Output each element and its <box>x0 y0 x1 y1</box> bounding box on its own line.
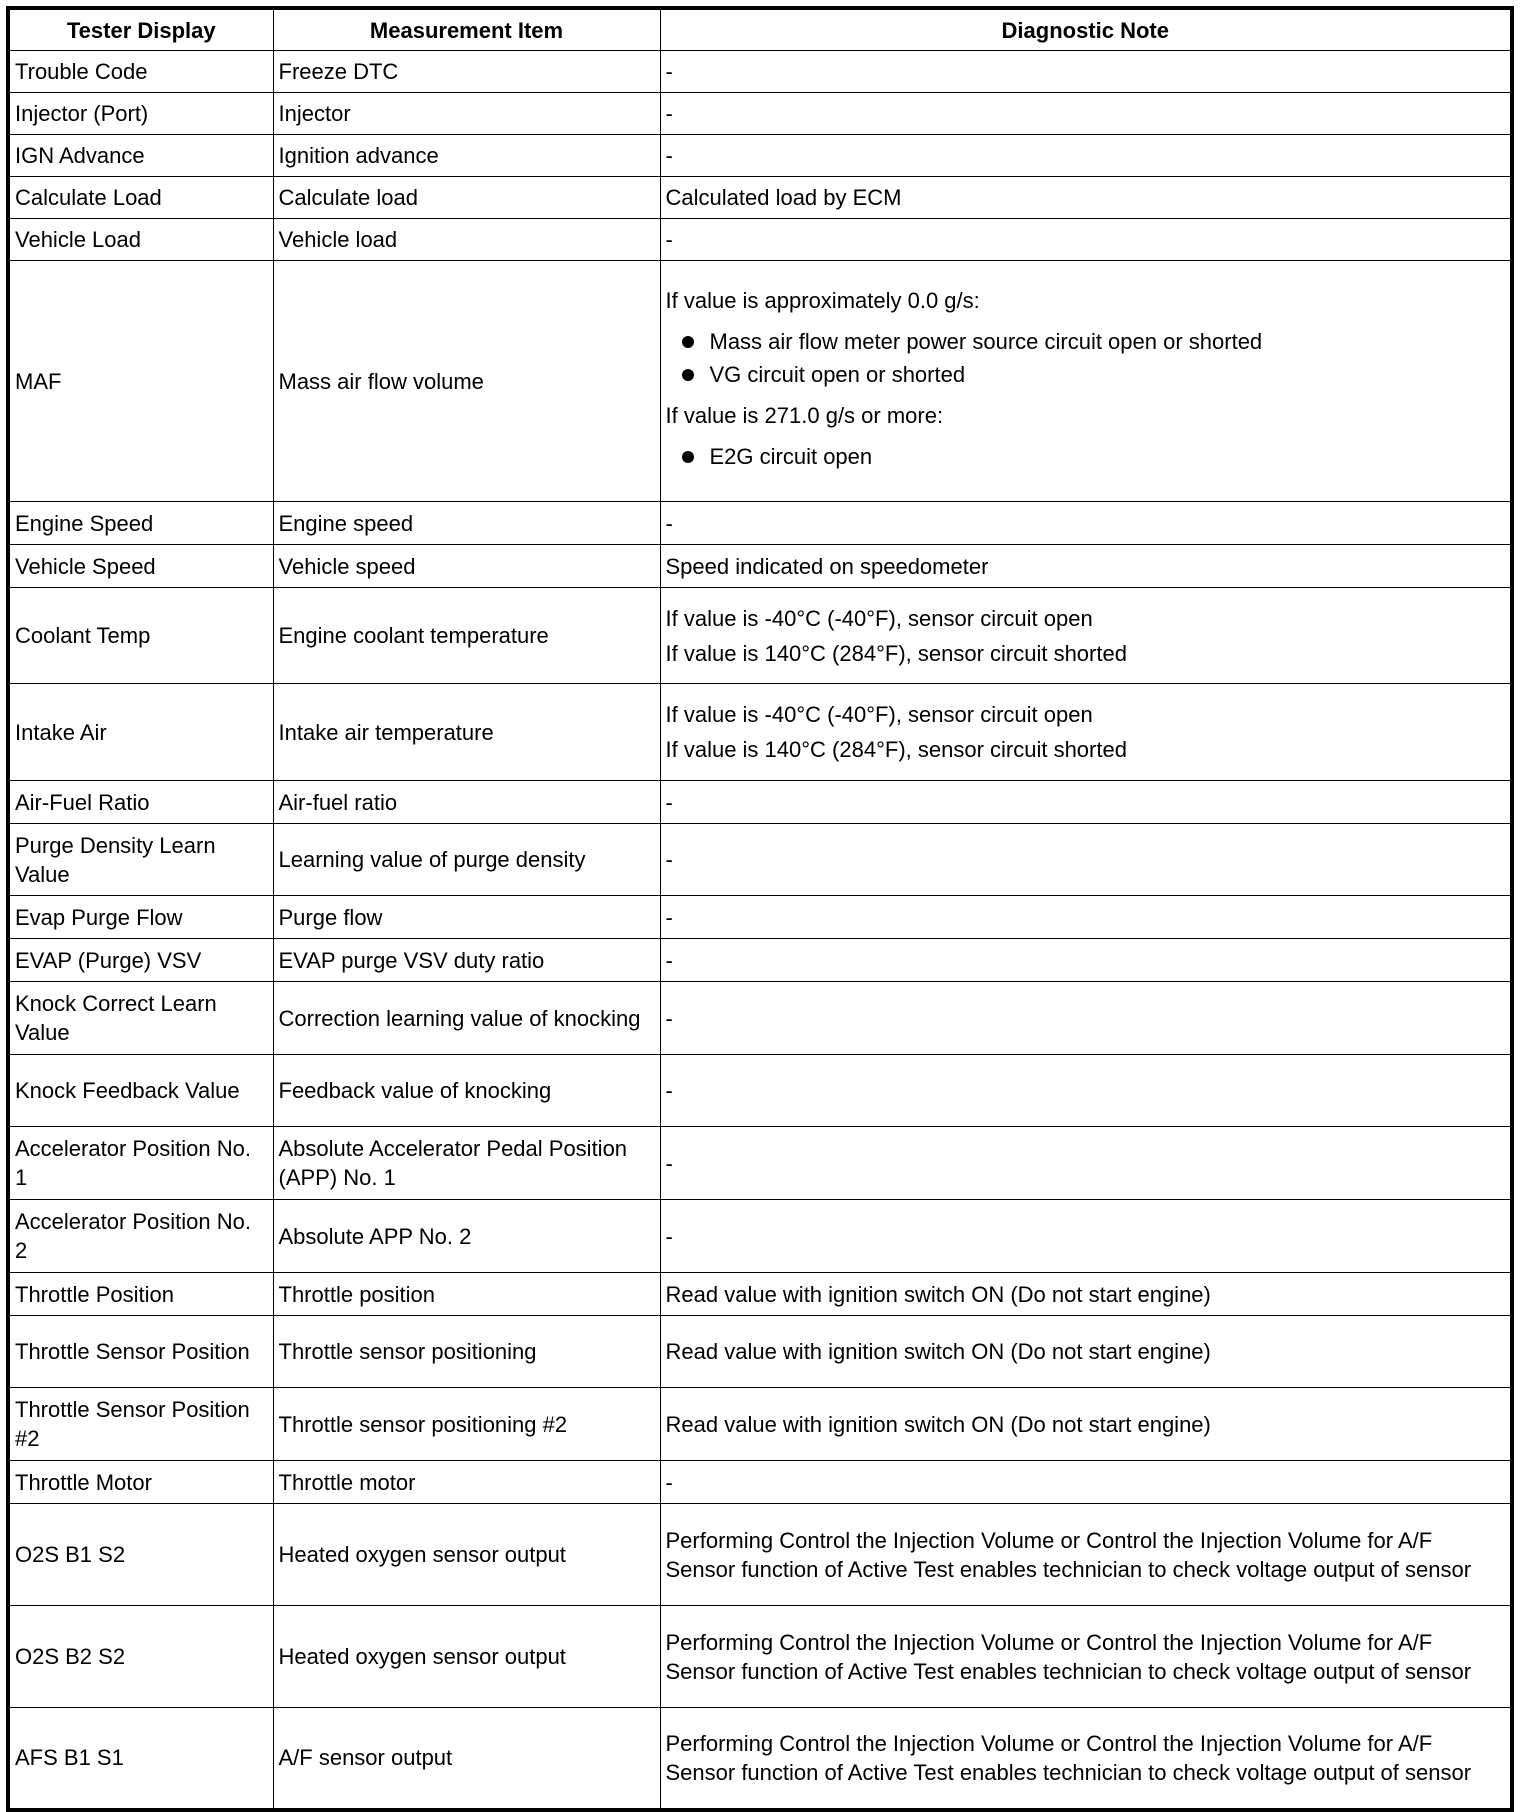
tester-display-cell: MAF <box>8 261 273 502</box>
note-bullet-item: E2G circuit open <box>710 440 1506 473</box>
table-row <box>8 1504 1512 1606</box>
diagnostic-note-cell <box>660 261 1512 502</box>
measurement-item-cell: Calculate load <box>273 177 660 219</box>
note-bullet-item: VG circuit open or shorted <box>710 358 1506 391</box>
measurement-item-cell: Heated oxygen sensor output <box>273 1606 660 1708</box>
table-row <box>8 51 1512 93</box>
diagnostic-note-cell <box>660 219 1512 261</box>
table-row <box>8 219 1512 261</box>
table-row <box>8 824 1512 896</box>
measurement-item-cell: Feedback value of knocking <box>273 1055 660 1127</box>
diagnostic-note-cell <box>660 982 1512 1055</box>
note-paragraph: Calculated load by ECM <box>665 185 902 210</box>
diagnostic-note-cell <box>660 896 1512 939</box>
table-row <box>8 1388 1512 1461</box>
measurement-item-cell: Throttle motor <box>273 1461 660 1504</box>
diagnostic-note-cell <box>660 588 1512 684</box>
note-paragraph: - <box>665 947 673 973</box>
note-bullet-item: Mass air flow meter power source circuit open or shorted <box>710 325 1506 358</box>
diagnostic-note-cell <box>660 545 1512 588</box>
measurement-item-cell: EVAP purge VSV duty ratio <box>273 939 660 982</box>
diagnostic-note-cell <box>660 51 1512 93</box>
header-diagnostic-note: Diagnostic Note <box>660 8 1512 51</box>
measurement-item-cell: Throttle position <box>273 1273 660 1316</box>
diagnostic-note-cell <box>660 177 1512 219</box>
tester-display-cell: Calculate Load <box>8 177 273 219</box>
note-paragraph: Speed indicated on speedometer <box>665 553 989 579</box>
measurement-item-cell: Air-fuel ratio <box>273 781 660 824</box>
note-bullet-list <box>666 325 1506 391</box>
note-paragraph: - <box>665 59 673 84</box>
note-paragraph: Performing Control the Injection Volume or Control the Injection Volume for A/F Sensor function of Active Test enables technician to check voltage output of sensor <box>665 1629 1472 1684</box>
diagnostic-note-cell <box>660 684 1512 781</box>
measurement-item-cell: Engine coolant temperature <box>273 588 660 684</box>
tester-display-cell: Throttle Position <box>8 1273 273 1316</box>
diagnostic-note-cell <box>660 824 1512 896</box>
measurement-item-cell: Heated oxygen sensor output <box>273 1504 660 1606</box>
measurement-item-cell: Absolute Accelerator Pedal Position (APP) No. 1 <box>273 1127 660 1200</box>
tester-display-cell: EVAP (Purge) VSV <box>8 939 273 982</box>
diagnostic-note-cell <box>660 1200 1512 1273</box>
tester-display-cell: Vehicle Speed <box>8 545 273 588</box>
table-body <box>8 51 1512 1810</box>
tester-display-cell: Engine Speed <box>8 502 273 545</box>
header-measurement-item: Measurement Item <box>273 8 660 51</box>
table-row <box>8 1055 1512 1127</box>
table-row <box>8 684 1512 781</box>
table-row <box>8 1461 1512 1504</box>
measurement-item-cell: Purge flow <box>273 896 660 939</box>
table-row <box>8 93 1512 135</box>
table-row <box>8 545 1512 588</box>
note-paragraph: - <box>665 227 673 252</box>
diagnostic-note-cell <box>660 1504 1512 1606</box>
tester-display-cell: Throttle Sensor Position <box>8 1316 273 1388</box>
diagnostic-note-cell <box>660 939 1512 982</box>
table-row <box>8 1316 1512 1388</box>
note-paragraph: - <box>665 1078 673 1103</box>
measurement-item-cell: Learning value of purge density <box>273 824 660 896</box>
note-paragraph: Performing Control the Injection Volume or Control the Injection Volume for A/F Sensor function of Active Test enables technician to check voltage output of sensor <box>665 1730 1472 1785</box>
note-paragraph: - <box>665 847 673 872</box>
diagnostic-note-cell <box>660 1461 1512 1504</box>
note-paragraph: - <box>665 789 673 815</box>
table-row <box>8 1606 1512 1708</box>
diagnostic-note-cell <box>660 135 1512 177</box>
diagnostic-note-cell <box>660 781 1512 824</box>
note-paragraph: If value is 271.0 g/s or more: <box>665 402 944 428</box>
measurement-item-cell: Throttle sensor positioning #2 <box>273 1388 660 1461</box>
note-paragraph: Read value with ignition switch ON (Do not start engine) <box>665 1411 1211 1437</box>
table-row <box>8 896 1512 939</box>
table-row <box>8 502 1512 545</box>
table-row <box>8 261 1512 502</box>
measurement-item-cell: Ignition advance <box>273 135 660 177</box>
tester-display-cell: Evap Purge Flow <box>8 896 273 939</box>
tester-display-cell: Intake Air <box>8 684 273 781</box>
note-paragraph: - <box>665 143 673 168</box>
note-paragraph: Performing Control the Injection Volume or Control the Injection Volume for A/F Sensor function of Active Test enables technician to check voltage output of sensor <box>665 1527 1472 1582</box>
note-paragraph: - <box>665 101 673 126</box>
tester-display-cell: Air-Fuel Ratio <box>8 781 273 824</box>
table-row <box>8 135 1512 177</box>
measurement-item-cell: Intake air temperature <box>273 684 660 781</box>
measurement-item-cell: Injector <box>273 93 660 135</box>
diagnostic-note-cell <box>660 502 1512 545</box>
tester-display-cell: IGN Advance <box>8 135 273 177</box>
tester-display-cell: Accelerator Position No. 1 <box>8 1127 273 1200</box>
tester-display-cell: O2S B2 S2 <box>8 1606 273 1708</box>
diagnostic-note-cell <box>660 1708 1512 1810</box>
measurement-item-cell: Absolute APP No. 2 <box>273 1200 660 1273</box>
measurement-item-cell: Freeze DTC <box>273 51 660 93</box>
tester-display-cell: Knock Feedback Value <box>8 1055 273 1127</box>
note-paragraph: Read value with ignition switch ON (Do not start engine) <box>665 1339 1211 1364</box>
table-row <box>8 781 1512 824</box>
table-row <box>8 939 1512 982</box>
measurement-item-cell: Throttle sensor positioning <box>273 1316 660 1388</box>
tester-display-cell: Throttle Sensor Position #2 <box>8 1388 273 1461</box>
header-row <box>8 8 1512 51</box>
tester-display-cell: O2S B1 S2 <box>8 1504 273 1606</box>
table-row <box>8 588 1512 684</box>
note-paragraph: - <box>665 510 673 536</box>
tester-display-cell: AFS B1 S1 <box>8 1708 273 1810</box>
measurement-item-cell: A/F sensor output <box>273 1708 660 1810</box>
tester-display-cell: Purge Density Learn Value <box>8 824 273 896</box>
diagnostic-note-cell <box>660 1606 1512 1708</box>
note-paragraph: - <box>665 1005 673 1031</box>
note-paragraph: If value is 140°C (284°F), sensor circuit shorted <box>665 737 1127 762</box>
note-paragraph: - <box>665 1150 673 1176</box>
diagnostic-note-cell <box>660 1055 1512 1127</box>
tester-display-cell: Accelerator Position No. 2 <box>8 1200 273 1273</box>
diagnostic-note-cell <box>660 1127 1512 1200</box>
note-paragraph: If value is -40°C (-40°F), sensor circuit open <box>665 702 1093 727</box>
header-tester-display: Tester Display <box>8 8 273 51</box>
diagnostic-note-cell <box>660 1316 1512 1388</box>
note-paragraph: If value is 140°C (284°F), sensor circuit shorted <box>665 640 1127 666</box>
note-paragraph: If value is approximately 0.0 g/s: <box>665 287 980 313</box>
diagnostic-note-cell <box>660 1388 1512 1461</box>
note-paragraph: - <box>665 1223 673 1249</box>
tester-display-cell: Injector (Port) <box>8 93 273 135</box>
note-bullet-list <box>666 440 1506 473</box>
diagnostic-note-cell <box>660 93 1512 135</box>
measurement-item-cell: Mass air flow volume <box>273 261 660 502</box>
table-row <box>8 1200 1512 1273</box>
note-paragraph: Read value with ignition switch ON (Do not start engine) <box>665 1281 1211 1307</box>
tester-display-cell: Knock Correct Learn Value <box>8 982 273 1055</box>
measurement-item-cell: Vehicle speed <box>273 545 660 588</box>
measurement-item-cell: Engine speed <box>273 502 660 545</box>
diagnostic-note-cell <box>660 1273 1512 1316</box>
note-paragraph: - <box>665 1469 673 1495</box>
note-paragraph: - <box>665 904 673 930</box>
tester-display-cell: Trouble Code <box>8 51 273 93</box>
note-paragraph: If value is -40°C (-40°F), sensor circuit open <box>665 605 1093 631</box>
table-row <box>8 1273 1512 1316</box>
table-row <box>8 982 1512 1055</box>
table-row <box>8 177 1512 219</box>
table-row <box>8 1708 1512 1810</box>
tester-display-cell: Vehicle Load <box>8 219 273 261</box>
measurement-item-cell: Vehicle load <box>273 219 660 261</box>
tester-display-cell: Throttle Motor <box>8 1461 273 1504</box>
data-list-table <box>6 6 1514 1812</box>
tester-display-cell: Coolant Temp <box>8 588 273 684</box>
measurement-item-cell: Correction learning value of knocking <box>273 982 660 1055</box>
table-row <box>8 1127 1512 1200</box>
